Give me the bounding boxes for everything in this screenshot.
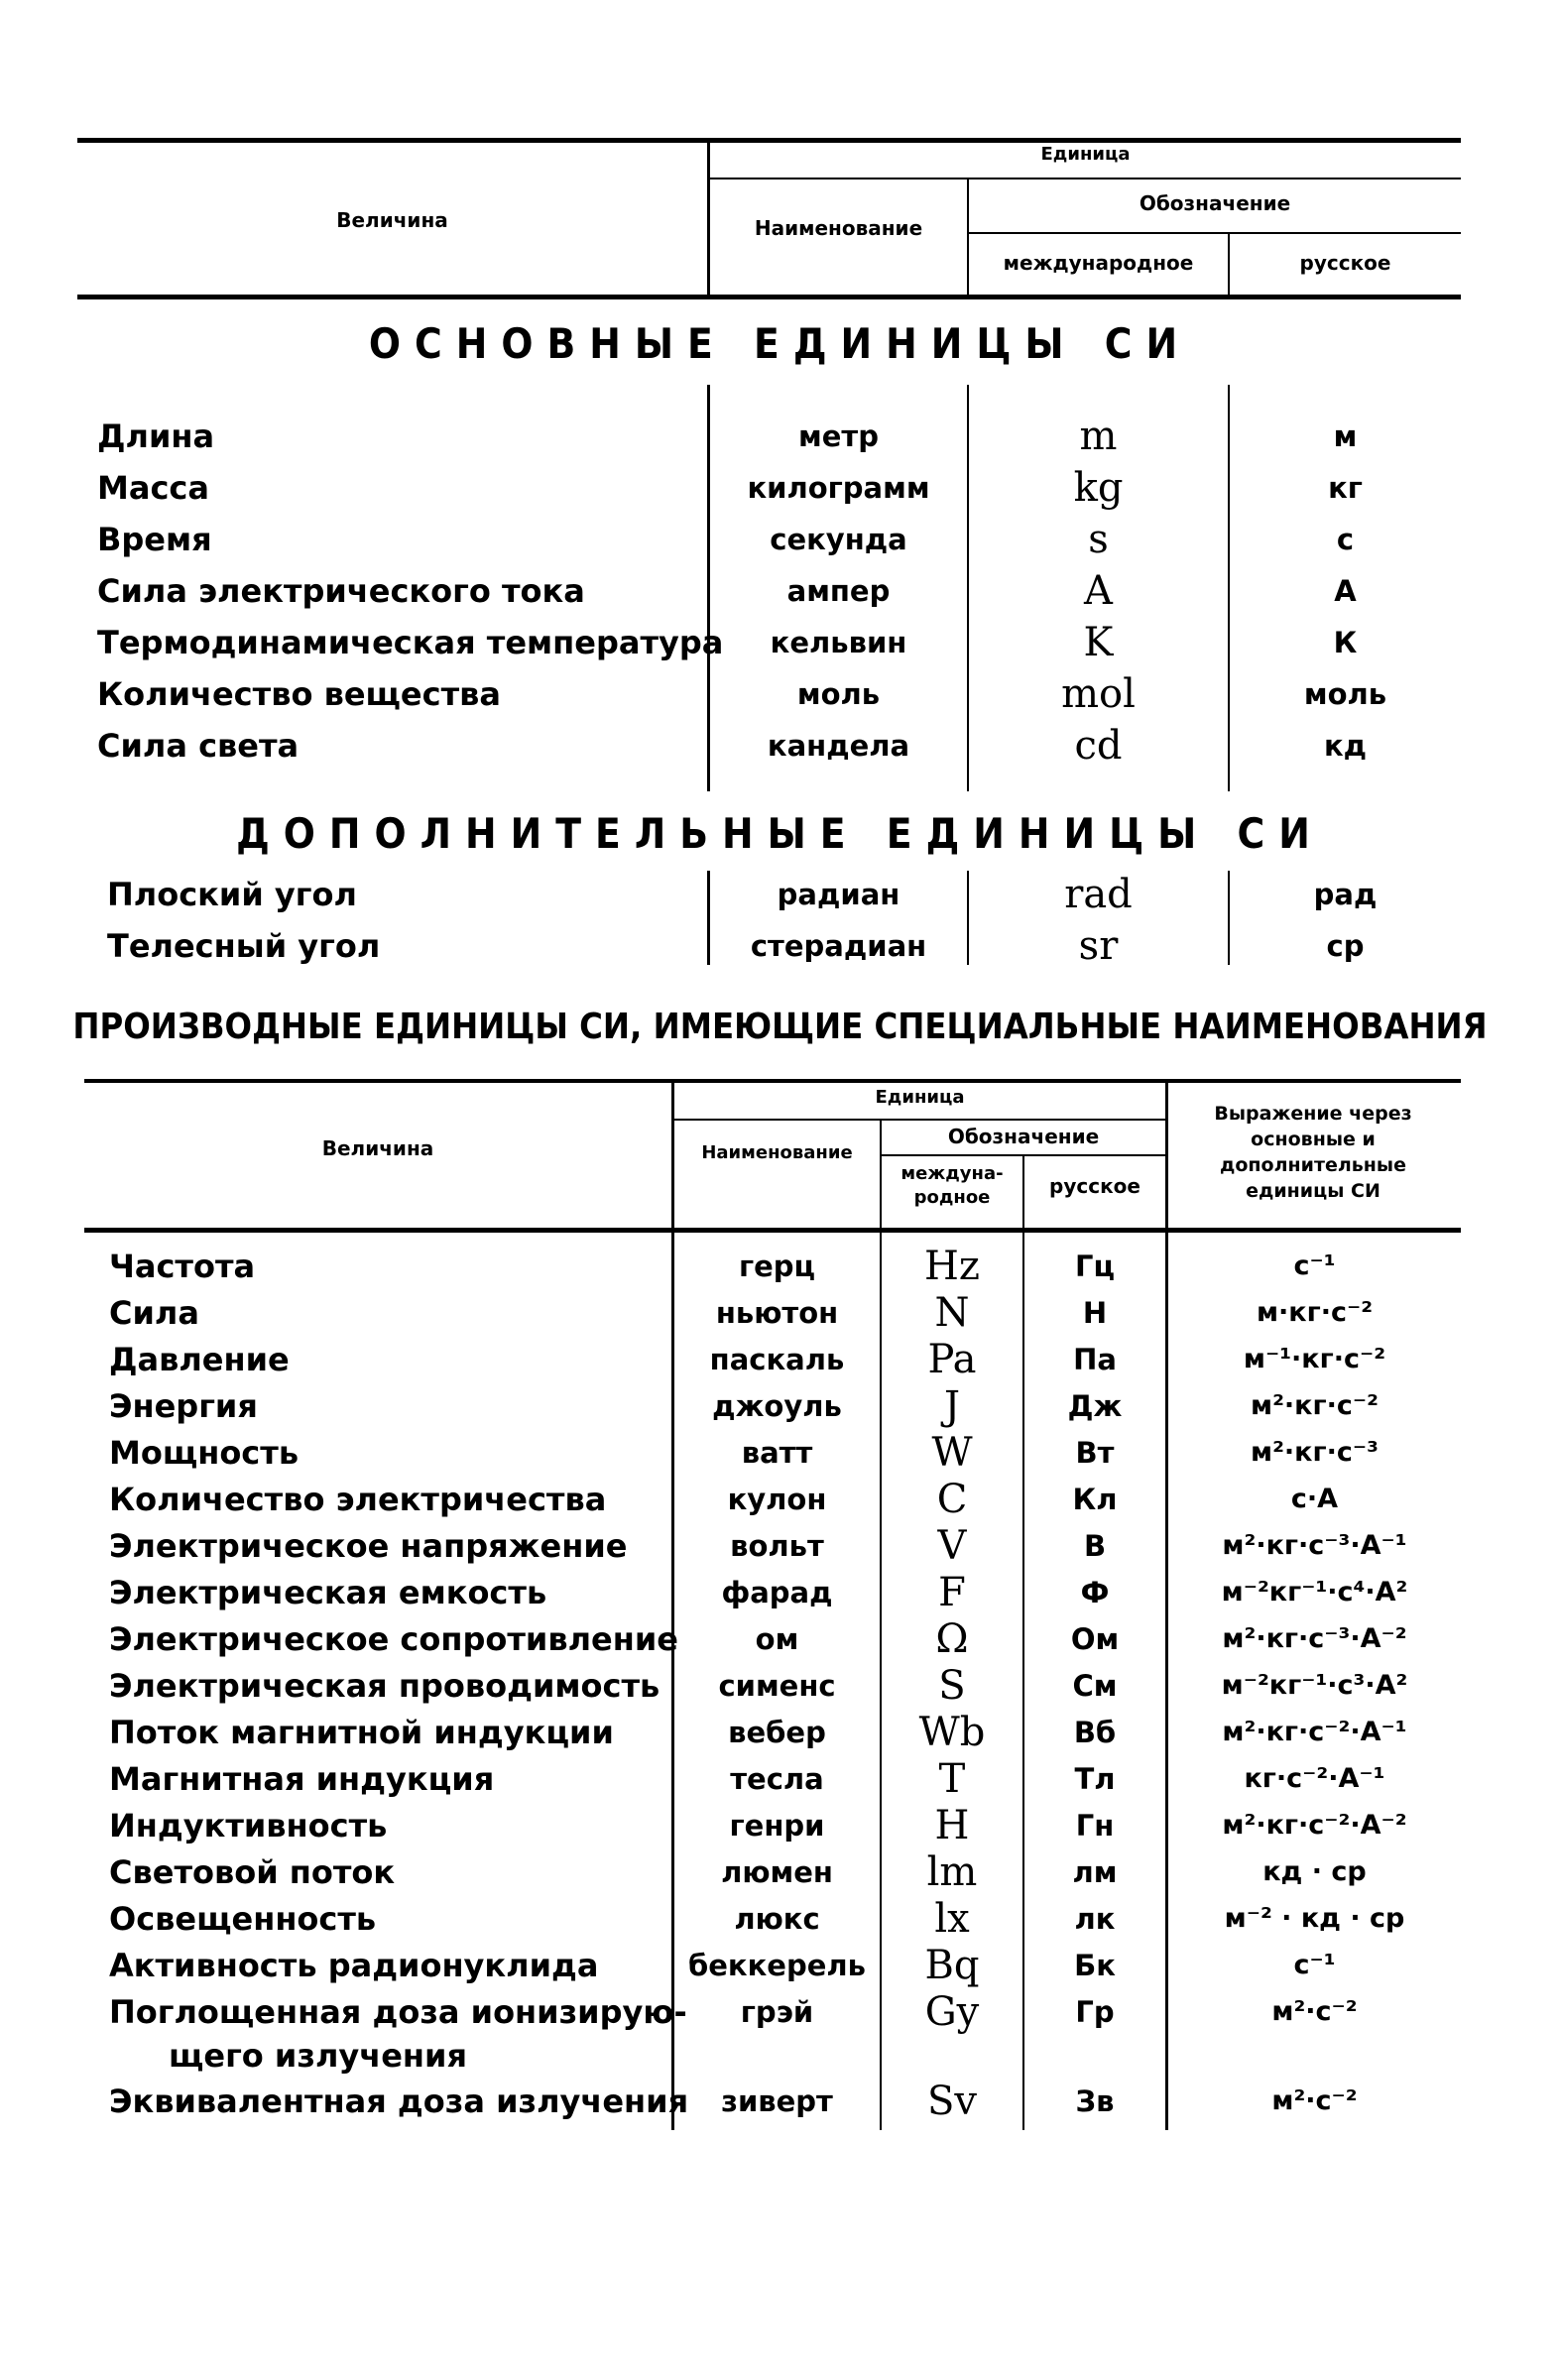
quantity-cell: Время	[97, 521, 212, 558]
rus-symbol-cell: Вт	[1075, 1436, 1115, 1470]
rus-symbol-cell: Вб	[1073, 1716, 1117, 1749]
table-row	[0, 1941, 1560, 1990]
quantity-cell: Телесный угол	[107, 927, 381, 965]
rus-symbol-cell: Бк	[1074, 1949, 1116, 1982]
unit-name-cell: сименс	[718, 1669, 836, 1703]
unit-name-cell: моль	[796, 677, 881, 711]
quantity-cell: Поток магнитной индукции	[109, 1714, 614, 1751]
expression-cell: с·А	[1290, 1484, 1339, 1514]
expression-cell: м²·кг·с⁻³·А⁻²	[1222, 1623, 1407, 1654]
intl-symbol-cell: V	[937, 1523, 967, 1569]
quantity-cell: Количество вещества	[97, 675, 501, 713]
intl-symbol-cell: Bq	[924, 1943, 980, 1988]
unit-name-cell: паскаль	[709, 1343, 845, 1376]
table-row	[0, 515, 1560, 564]
table-row	[0, 870, 1560, 919]
rus-symbol-cell: В	[1083, 1529, 1107, 1563]
expression-cell: м²·кг·с⁻²·А⁻¹	[1222, 1717, 1407, 1747]
rule	[968, 232, 1461, 234]
table-row	[0, 412, 1560, 461]
rus-symbol-cell: Гн	[1075, 1809, 1115, 1843]
unit-name-cell: ватт	[741, 1436, 813, 1470]
table-row	[0, 1288, 1560, 1338]
table-row	[0, 1428, 1560, 1478]
expression-cell: кг·с⁻²·А⁻¹	[1244, 1763, 1385, 1794]
rus-symbol-cell: Ом	[1070, 1622, 1120, 1656]
column-header-unit: Единица	[875, 1087, 965, 1108]
unit-name-cell: ампер	[786, 574, 891, 608]
expression-cell: м²·кг·с⁻²·А⁻²	[1222, 1810, 1407, 1841]
rus-symbol-cell: Ф	[1080, 1576, 1110, 1609]
quantity-cell: Сила электрического тока	[97, 572, 585, 610]
expression-cell: м²·с⁻²	[1271, 1996, 1358, 2027]
table-row	[0, 1987, 1560, 2077]
expression-cell: м²·с⁻²	[1271, 2085, 1358, 2116]
rule	[84, 1079, 1461, 1083]
rus-symbol-cell: кд	[1323, 729, 1368, 763]
intl-symbol-cell: Gy	[924, 1989, 980, 2035]
quantity-cell-continuation: щего излучения	[169, 2037, 467, 2075]
unit-name-cell: герц	[738, 1250, 816, 1283]
unit-name-cell: ом	[755, 1622, 799, 1656]
rus-symbol-cell: м	[1333, 419, 1358, 453]
intl-symbol-cell: K	[1083, 620, 1114, 665]
expression-cell: с⁻¹	[1293, 1250, 1336, 1281]
table-row	[0, 1568, 1560, 1617]
unit-name-cell: кандела	[767, 729, 910, 763]
unit-name-cell: беккерель	[688, 1949, 866, 1982]
quantity-cell: Электрическое напряжение	[109, 1527, 628, 1565]
quantity-cell: Активность радионуклида	[109, 1947, 599, 1984]
intl-symbol-cell: cd	[1074, 723, 1123, 769]
quantity-cell: Плоский угол	[107, 876, 357, 913]
unit-name-cell: кельвин	[770, 626, 907, 659]
column-header-name: Наименование	[701, 1142, 853, 1163]
quantity-cell: Сила света	[97, 727, 300, 765]
expression-cell: м²·кг·с⁻³·А⁻¹	[1222, 1530, 1407, 1561]
unit-name-cell: джоуль	[712, 1389, 842, 1423]
unit-name-cell: радиан	[777, 878, 900, 911]
quantity-cell: Электрическое сопротивление	[109, 1620, 678, 1658]
table-row	[0, 921, 1560, 971]
table-row	[0, 463, 1560, 513]
intl-symbol-cell: sr	[1078, 923, 1119, 969]
column-header-name: Наименование	[754, 216, 923, 240]
intl-symbol-cell: Ω	[935, 1616, 969, 1662]
table-row	[0, 1754, 1560, 1804]
quantity-cell: Эквивалентная доза излучения	[109, 2082, 689, 2120]
intl-symbol-cell: W	[931, 1430, 973, 1476]
quantity-cell: Энергия	[109, 1387, 258, 1425]
table-row	[0, 1242, 1560, 1291]
intl-symbol-cell: m	[1079, 414, 1118, 459]
quantity-cell: Сила	[109, 1294, 199, 1332]
rus-symbol-cell: лк	[1074, 1902, 1116, 1936]
rus-symbol-cell: Н	[1082, 1296, 1108, 1330]
rule	[84, 1228, 1461, 1233]
rus-symbol-cell: лм	[1072, 1855, 1118, 1889]
rus-symbol-cell: Гр	[1075, 1995, 1115, 2029]
rus-symbol-cell: с	[1336, 523, 1355, 556]
table-row	[0, 1708, 1560, 1757]
quantity-cell: Давление	[109, 1341, 290, 1378]
column-header-quantity: Величина	[321, 1136, 434, 1160]
expression-cell: м·кг·с⁻²	[1256, 1297, 1374, 1328]
unit-name-cell: метр	[798, 419, 879, 453]
intl-symbol-cell: Hz	[924, 1244, 980, 1289]
unit-name-cell: тесла	[730, 1762, 824, 1796]
expression-cell: м⁻² · кд · ср	[1224, 1903, 1405, 1934]
column-header-unit: Единица	[1040, 144, 1131, 165]
table-row	[0, 1894, 1560, 1944]
rus-symbol-cell: Зв	[1075, 2084, 1115, 2118]
intl-symbol-cell: C	[936, 1477, 968, 1522]
table-row	[0, 1475, 1560, 1524]
rus-symbol-cell: Дж	[1067, 1389, 1123, 1423]
quantity-cell: Магнитная индукция	[109, 1760, 495, 1798]
quantity-cell: Электрическая емкость	[109, 1574, 547, 1611]
rus-symbol-cell: А	[1334, 574, 1357, 608]
column-header-expression: Выражение через основные и дополнительные единицы СИ	[1214, 1103, 1412, 1202]
section-title-additional-units: ДОПОЛНИТЕЛЬНЫЕ ЕДИНИЦЫ СИ	[236, 809, 1324, 858]
intl-symbol-cell: lm	[926, 1849, 978, 1895]
unit-name-cell: вебер	[728, 1716, 826, 1749]
unit-name-cell: фарад	[721, 1576, 833, 1609]
quantity-cell: Термодинамическая температура	[97, 624, 724, 661]
intl-symbol-cell: S	[938, 1663, 966, 1709]
rus-symbol-cell: Па	[1073, 1343, 1117, 1376]
column-header-international: междуна-родное	[900, 1163, 1004, 1208]
intl-symbol-cell: H	[934, 1803, 970, 1848]
table-row	[0, 618, 1560, 667]
section-title-derived-units: ПРОИЗВОДНЫЕ ЕДИНИЦЫ СИ, ИМЕЮЩИЕ СПЕЦИАЛЬНЫЕ НАИМЕНОВАНИЯ	[72, 1007, 1488, 1047]
intl-symbol-cell: Sv	[927, 2079, 977, 2124]
intl-symbol-cell: Wb	[918, 1710, 986, 1755]
quantity-cell: Мощность	[109, 1434, 300, 1472]
rus-symbol-cell: К	[1333, 626, 1358, 659]
quantity-cell: Частота	[109, 1248, 256, 1285]
rus-symbol-cell: См	[1072, 1669, 1118, 1703]
table-row	[0, 1381, 1560, 1431]
expression-cell: кд · ср	[1262, 1856, 1367, 1887]
quantity-cell: Длина	[97, 417, 215, 455]
table-row	[0, 566, 1560, 616]
unit-name-cell: генри	[729, 1809, 825, 1843]
column-header-symbol: Обозначение	[947, 1125, 1100, 1148]
rule	[707, 178, 1461, 179]
expression-cell: м⁻²кг⁻¹·с³·А²	[1221, 1670, 1408, 1701]
intl-symbol-cell: F	[938, 1570, 966, 1615]
section-title-base-units: ОСНОВНЫЕ ЕДИНИЦЫ СИ	[368, 319, 1192, 368]
unit-name-cell: кулон	[727, 1483, 827, 1516]
quantity-cell: Индуктивность	[109, 1807, 388, 1844]
column-header-quantity: Величина	[336, 208, 448, 232]
intl-symbol-cell: A	[1084, 568, 1113, 614]
rule	[77, 138, 1461, 143]
quantity-cell: Масса	[97, 469, 209, 507]
rule	[77, 295, 1461, 299]
unit-name-cell: зиверт	[721, 2084, 833, 2118]
rus-symbol-cell: кг	[1328, 471, 1363, 505]
rus-symbol-cell: ср	[1326, 929, 1365, 963]
unit-name-cell: секунда	[770, 523, 907, 556]
table-row	[0, 2077, 1560, 2126]
column-header-russian: русское	[1049, 1174, 1140, 1198]
quantity-cell: Электрическая проводимость	[109, 1667, 660, 1705]
intl-symbol-cell: s	[1088, 517, 1109, 562]
rus-symbol-cell: Тл	[1074, 1762, 1116, 1796]
quantity-cell: Поглощенная доза ионизирую-	[109, 1993, 687, 2031]
table-row	[0, 1801, 1560, 1850]
unit-name-cell: килограмм	[747, 471, 930, 505]
expression-cell: м⁻¹·кг·с⁻²	[1243, 1344, 1386, 1374]
expression-cell: с⁻¹	[1293, 1950, 1336, 1980]
quantity-cell: Количество электричества	[109, 1481, 607, 1518]
rus-symbol-cell: моль	[1303, 677, 1387, 711]
intl-symbol-cell: T	[938, 1756, 966, 1802]
table-row	[0, 1521, 1560, 1571]
quantity-cell: Световой поток	[109, 1853, 396, 1891]
intl-symbol-cell: J	[943, 1383, 961, 1429]
column-header-international: международное	[1003, 251, 1194, 275]
unit-name-cell: стерадиан	[750, 929, 927, 963]
table-row	[0, 721, 1560, 771]
table-row	[0, 1614, 1560, 1664]
table-row	[0, 1847, 1560, 1897]
intl-symbol-cell: kg	[1073, 465, 1124, 511]
unit-name-cell: люкс	[734, 1902, 820, 1936]
rus-symbol-cell: Кл	[1072, 1483, 1118, 1516]
intl-symbol-cell: lx	[934, 1896, 970, 1942]
unit-name-cell: вольт	[730, 1529, 824, 1563]
intl-symbol-cell: Pa	[927, 1337, 977, 1382]
quantity-cell: Освещенность	[109, 1900, 377, 1938]
rule	[672, 1119, 1167, 1121]
rus-symbol-cell: Гц	[1075, 1250, 1115, 1283]
table-row	[0, 1335, 1560, 1384]
unit-name-cell: грэй	[740, 1995, 814, 2029]
intl-symbol-cell: rad	[1064, 872, 1133, 917]
expression-cell: м²·кг·с⁻²	[1251, 1390, 1379, 1421]
rus-symbol-cell: рад	[1313, 878, 1378, 911]
table-row	[0, 1661, 1560, 1711]
unit-name-cell: люмен	[721, 1855, 833, 1889]
unit-name-cell: ньютон	[715, 1296, 839, 1330]
intl-symbol-cell: N	[934, 1290, 970, 1336]
column-header-russian: русское	[1299, 251, 1391, 275]
intl-symbol-cell: mol	[1061, 671, 1136, 717]
expression-cell: м⁻²кг⁻¹·с⁴·А²	[1221, 1577, 1408, 1607]
column-header-symbol: Обозначение	[1139, 191, 1291, 215]
expression-cell: м²·кг·с⁻³	[1251, 1437, 1379, 1468]
table-row	[0, 669, 1560, 719]
